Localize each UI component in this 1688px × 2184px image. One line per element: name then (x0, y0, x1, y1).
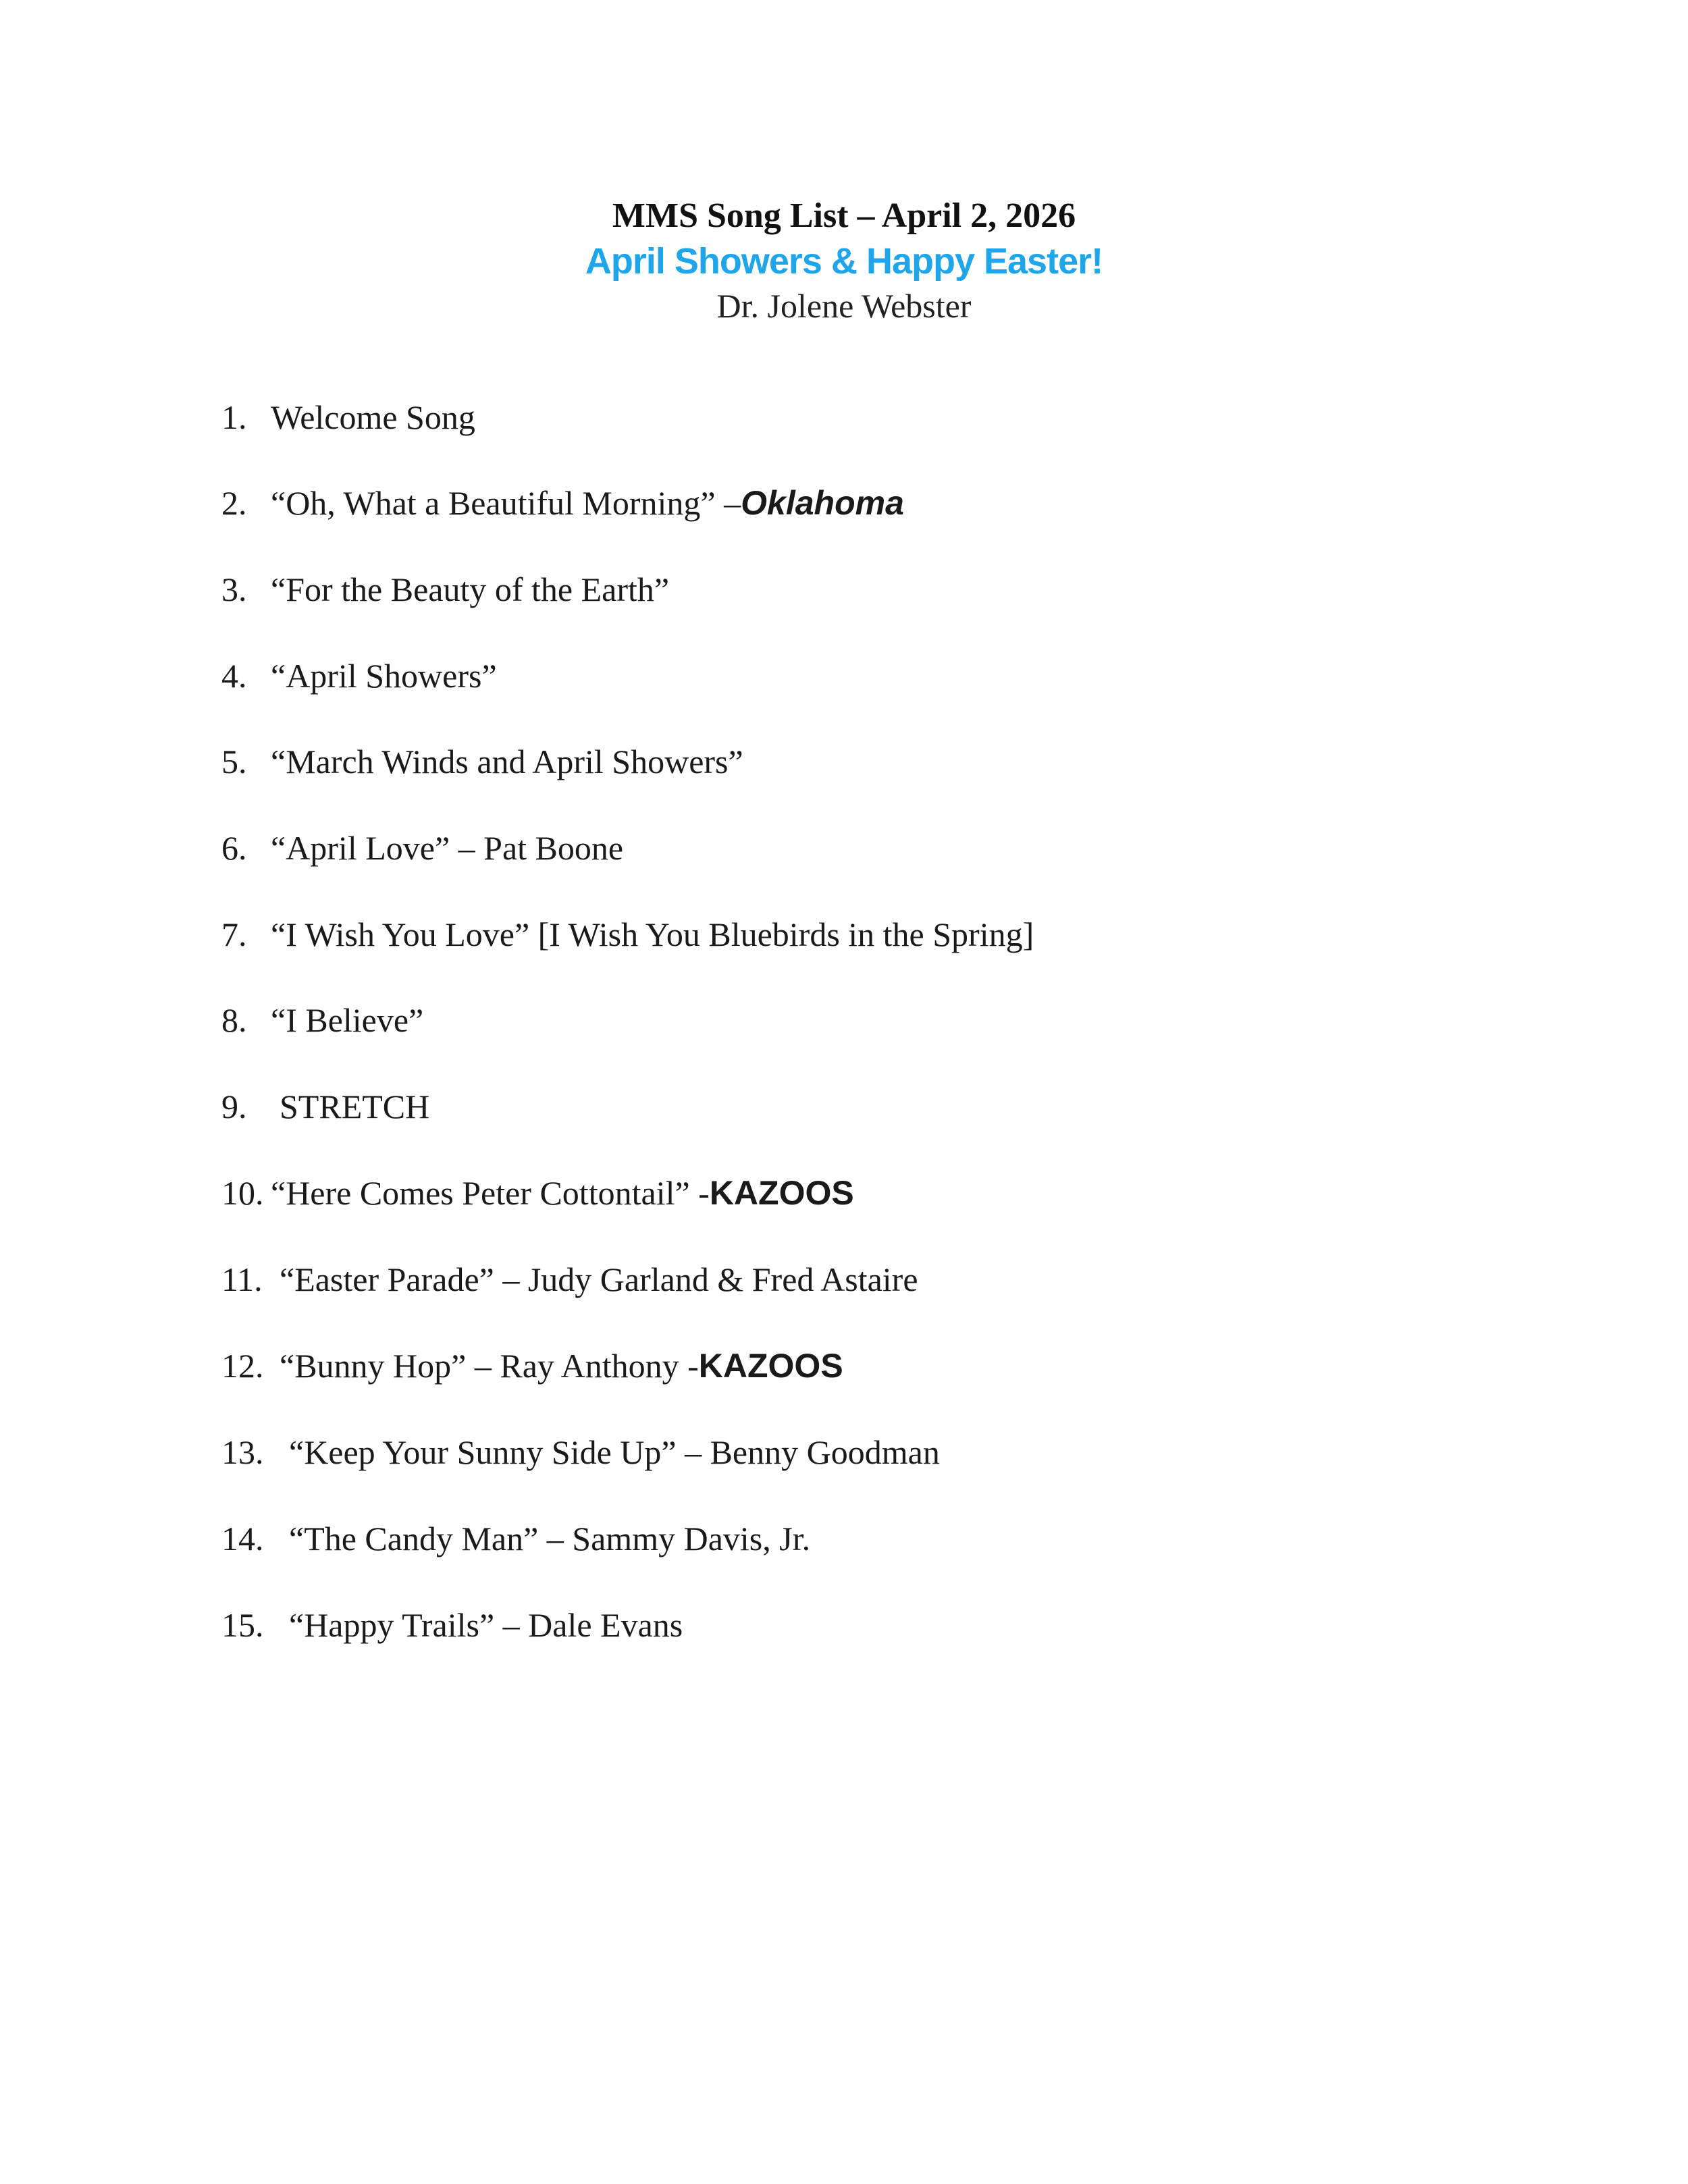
song-item (221, 1515, 810, 1562)
song-number: 9. (221, 1088, 247, 1125)
song-item (221, 1601, 683, 1649)
song-number: 15. (221, 1606, 264, 1644)
song-number: 11. (221, 1260, 263, 1298)
song-item (221, 738, 743, 785)
song-title: “Happy Trails” – Dale Evans (289, 1606, 683, 1644)
song-item (221, 1429, 940, 1476)
song-number: 8. (221, 1001, 247, 1039)
song-title: STRETCH (280, 1088, 430, 1125)
song-title: “Easter Parade” – Judy Garland & Fred Astaire (280, 1260, 918, 1298)
song-number: 12. (221, 1347, 264, 1385)
song-title: “April Showers” (271, 657, 497, 695)
document-subtitle: April Showers & Happy Easter! (585, 241, 1103, 282)
song-title: “Oh, What a Beautiful Morning” – (271, 484, 741, 522)
song-emphasis: KAZOOS (698, 1347, 843, 1385)
song-emphasis: Oklahoma (741, 484, 904, 522)
song-number: 1. (221, 398, 247, 436)
song-item (221, 1342, 843, 1389)
song-number: 14. (221, 1520, 264, 1557)
song-title: “April Love” – Pat Boone (271, 829, 624, 867)
song-item (221, 996, 423, 1044)
song-item (221, 911, 1034, 958)
song-item (221, 1083, 429, 1130)
song-title: “Here Comes Peter Cottontail” - (271, 1174, 710, 1212)
document-author: Dr. Jolene Webster (716, 287, 972, 325)
song-emphasis: KAZOOS (709, 1174, 854, 1212)
song-title: “Bunny Hop” – Ray Anthony - (280, 1347, 699, 1385)
song-item (221, 1256, 918, 1303)
song-number: 4. (221, 657, 247, 695)
song-title: “For the Beauty of the Earth” (271, 570, 670, 608)
song-title: “I Wish You Love” [I Wish You Bluebirds in the Spring] (271, 915, 1034, 953)
song-item (221, 479, 904, 527)
song-number: 3. (221, 570, 247, 608)
song-item (221, 652, 497, 699)
song-number: 13. (221, 1433, 264, 1471)
song-number: 5. (221, 743, 247, 780)
song-number: 7. (221, 915, 247, 953)
song-item (221, 824, 623, 872)
song-number: 2. (221, 484, 247, 522)
song-title: “The Candy Man” – Sammy Davis, Jr. (289, 1520, 811, 1557)
song-number: 6. (221, 829, 247, 867)
song-item (221, 1169, 854, 1217)
song-title: “I Believe” (271, 1001, 424, 1039)
song-number: 10. (221, 1174, 264, 1212)
song-item (221, 566, 669, 613)
song-title: “March Winds and April Showers” (271, 743, 743, 780)
song-item (221, 394, 475, 441)
song-title: Welcome Song (271, 398, 475, 436)
document-title: MMS Song List – April 2, 2026 (612, 196, 1076, 235)
song-title: “Keep Your Sunny Side Up” – Benny Goodman (289, 1433, 940, 1471)
